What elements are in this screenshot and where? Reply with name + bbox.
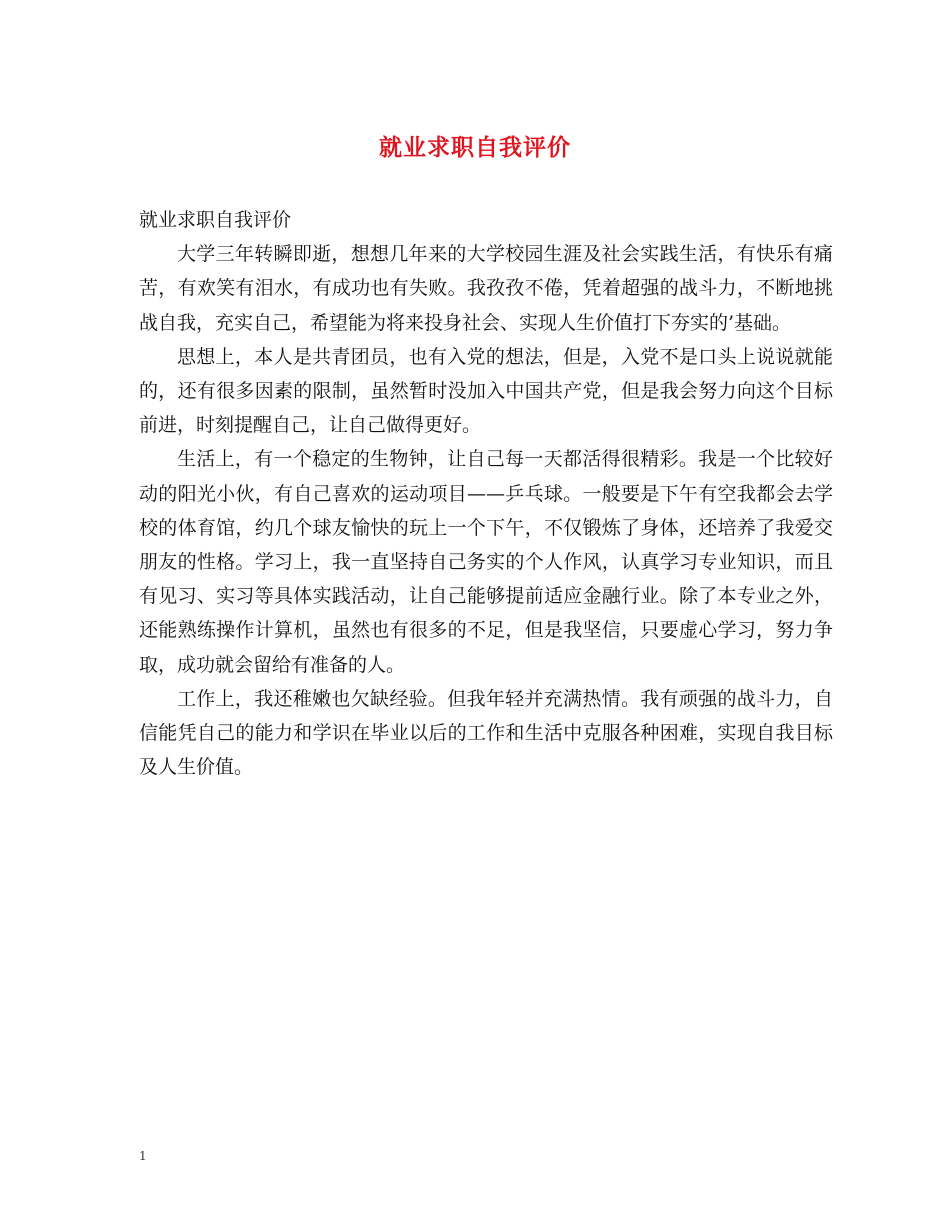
paragraph-work: 工作上，我还稚嫩也欠缺经验。但我年轻并充满热情。我有顽强的战斗力，自信能凭自己的能力和学识在毕业以后的工作和生活中克服各种困难，实现自我目标及人生价值。 (139, 687, 833, 779)
paragraph-ideology: 思想上，本人是共青团员，也有入党的想法，但是，入党不是口头上说说就能的，还有很多因素的限制，虽然暂时没加入中国共产党，但是我会努力向这个目标前进，时刻提醒自己，让自己做得更好。 (139, 345, 833, 437)
document-body (139, 203, 833, 784)
paragraph-life-study: 生活上，有一个稳定的生物钟，让自己每一天都活得很精彩。我是一个比较好动的阳光小伙，有自己喜欢的运动项目——乒乓球。一般要是下午有空我都会去学校的体育馆，约几个球友愉快的玩上一个下午，不仅锻炼了身体，还培养了我爱交朋友的性格。学习上，我一直坚持自己务实的个人作风，认真学习专业知识，而且有见习、实习等具体实践活动，让自己能够提前适应金融行业。除了本专业之外，还能熟练操作计算机，虽然也有很多的不足，但是我坚信，只要虚心学习，努力争取，成功就会留给有准备的人。 (139, 448, 833, 676)
document-title: 就业求职自我评价 (379, 134, 571, 161)
document-subtitle: 就业求职自我评价 (139, 209, 292, 231)
paragraph-intro: 大学三年转瞬即逝，想想几年来的大学校园生涯及社会实践生活，有快乐有痛苦，有欢笑有泪水，有成功也有失败。我孜孜不倦，凭着超强的战斗力，不断地挑战自我，充实自己，希望能为将来投身社会、实现人生价值打下夯实的’基础。 (139, 243, 833, 334)
page-number: 1 (139, 1149, 147, 1163)
